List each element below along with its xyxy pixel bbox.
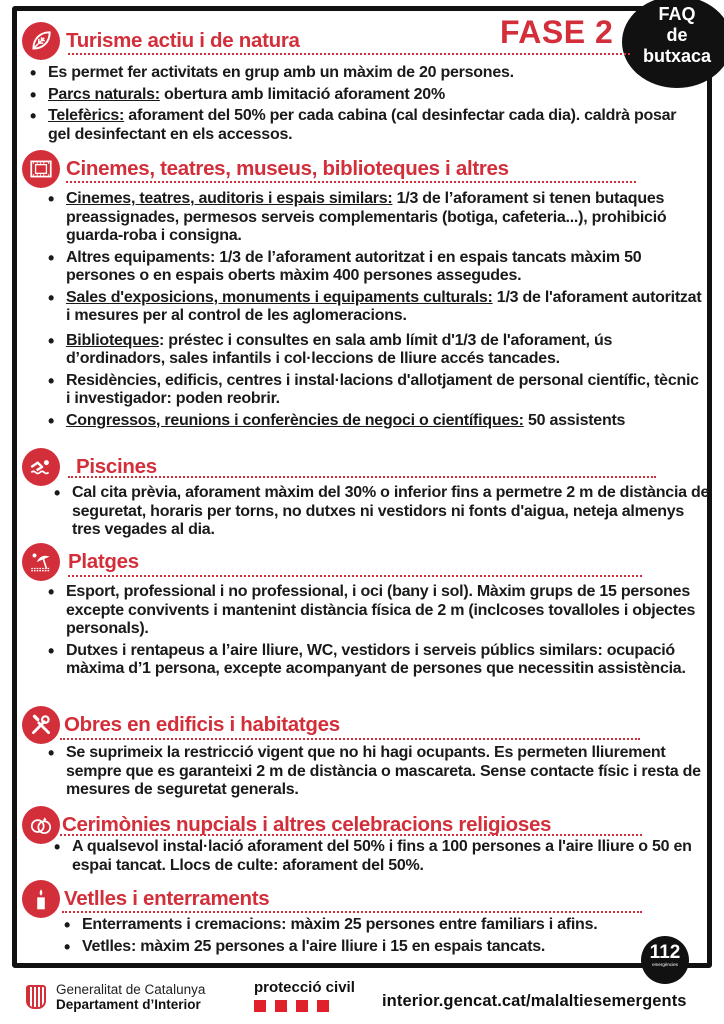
- beach-umbrella-icon: [22, 543, 60, 581]
- section-list-obres: [46, 744, 710, 803]
- list-item: • Biblioteques: préstec i consultes en sala amb límit d'1/3 de l'aforament, ús d’ordinadors, sales infantils i col·leccions de lliure accés tancades.: [46, 332, 702, 369]
- dotted-divider: [66, 181, 636, 183]
- senyera-shield-icon: [26, 985, 46, 1009]
- section-title: Vetlles i enterraments: [64, 887, 270, 910]
- footer: [0, 978, 724, 1024]
- wrench-screwdriver-icon: [22, 706, 60, 744]
- list-item: • Esport, professional i no professional, i oci (bany i sol). Màxim grups de 15 persones excepte convivents i mantenint distància física de 2 m (inclcoses tovalloles i objectes personals).: [46, 583, 706, 639]
- phase-title: FASE 2: [500, 14, 614, 50]
- dotted-divider: [68, 575, 642, 577]
- list-item: • Sales d'exposicions, monuments i equipaments culturals: 1/3 de l'aforament autoritzat i mesures per al control de les aglomeracions.: [46, 289, 702, 326]
- section-list-piscines: [52, 484, 716, 543]
- list-item: • Se suprimeix la restricció vigent que no hi hagi ocupants. Es permeten lliurement sempre que es garanteixi 2 m de distància o mascareta. Sense contacte físic i resta de mesures de seguretat generals.: [46, 744, 710, 800]
- list-item: • Dutxes i rentapeus a l’aire lliure, WC, vestidors i serveis públics similars: ocupació màxima d’1 persona, excepte acompanyant de persones que necessitin assistència.: [46, 642, 706, 679]
- section-header-piscines: [22, 448, 157, 486]
- film-strip-icon: [22, 150, 60, 188]
- candle-icon: [22, 880, 60, 918]
- emergency-112-badge: 112 emergències: [641, 936, 689, 984]
- red-squares-icon: [254, 1000, 355, 1012]
- dotted-divider: [68, 53, 630, 55]
- section-list-vetlles: [62, 916, 702, 959]
- list-item: • Vetlles: màxim 25 persones a l'aire lliure i 15 en espais tancats.: [62, 938, 702, 957]
- list-item: • Residències, edificis, centres i instal·lacions d'allotjament de personal científic, tècnic i investigador: poden reobrir.: [46, 372, 702, 409]
- list-item: • A qualsevol instal·lació aforament del 50% i fins a 100 persones a l'aire lliure o 50 en espai tancat. Llocs de culte: aforament del 50%.: [52, 838, 712, 875]
- list-item: • Cinemes, teatres, auditoris i espais similars: 1/3 de l’aforament si tenen butaques preassignades, permesos serveis complementaris (botiga, cafeteria...), prohibició guarda-roba i consigna.: [46, 190, 702, 246]
- gencat-name: Generalitat de Catalunya: [56, 982, 206, 997]
- list-item: • Parcs naturals: obertura amb limitació aforament 20%: [28, 86, 698, 105]
- department-name: Departament d’Interior: [56, 997, 201, 1012]
- dotted-divider: [68, 476, 656, 478]
- list-item: • Es permet fer activitats en grup amb un màxim de 20 persones.: [28, 64, 698, 83]
- section-title: Platges: [68, 550, 139, 573]
- list-item: • Congressos, reunions i conferències de negoci o científiques: 50 assistents: [46, 412, 702, 431]
- proteccio-civil-logo: protecció civil: [254, 979, 355, 1012]
- list-item: • Telefèrics: aforament del 50% per cada cabina (cal desinfectar cada dia). caldrà posar gel desinfectant en els accessos.: [28, 107, 698, 144]
- dotted-divider: [62, 911, 642, 913]
- section-list-turisme: [28, 64, 698, 147]
- section-title: Cerimònies nupcials i altres celebracions religioses: [62, 813, 552, 836]
- section-list-cinemes: [46, 190, 702, 433]
- section-title: Turisme actiu i de natura: [66, 29, 300, 52]
- section-title: Obres en edificis i habitatges: [64, 713, 340, 736]
- section-title: Cinemes, teatres, museus, biblioteques i altres: [66, 157, 509, 180]
- list-item: • Altres equipaments: 1/3 de l’aforament autoritzat i en espais tancats màxim 50 persones o en espais oberts màxim 400 persones assegudes.: [46, 249, 702, 286]
- gencat-logo-block: [26, 982, 205, 1012]
- list-item: • Cal cita prèvia, aforament màxim del 30% o inferior fins a permetre 2 m de distància de seguretat, horaris per torns, no dutxes ni vestidors ni fonts d'aigua, neteja almenys tres vegades al dia.: [52, 484, 716, 540]
- list-item: • Enterraments i cremacions: màxim 25 persones entre familiars i afins.: [62, 916, 702, 935]
- section-list-platges: [46, 583, 706, 682]
- dotted-divider: [60, 834, 642, 836]
- swimmer-icon: [22, 448, 60, 486]
- faq-badge: FAQ de butxaca: [622, 0, 724, 88]
- section-title: Piscines: [76, 455, 157, 478]
- leaf-icon: [22, 22, 60, 60]
- dotted-divider: [60, 738, 640, 740]
- section-list-cerimonies: [52, 838, 712, 878]
- website-link[interactable]: interior.gencat.cat/malaltiesemergents: [382, 992, 687, 1010]
